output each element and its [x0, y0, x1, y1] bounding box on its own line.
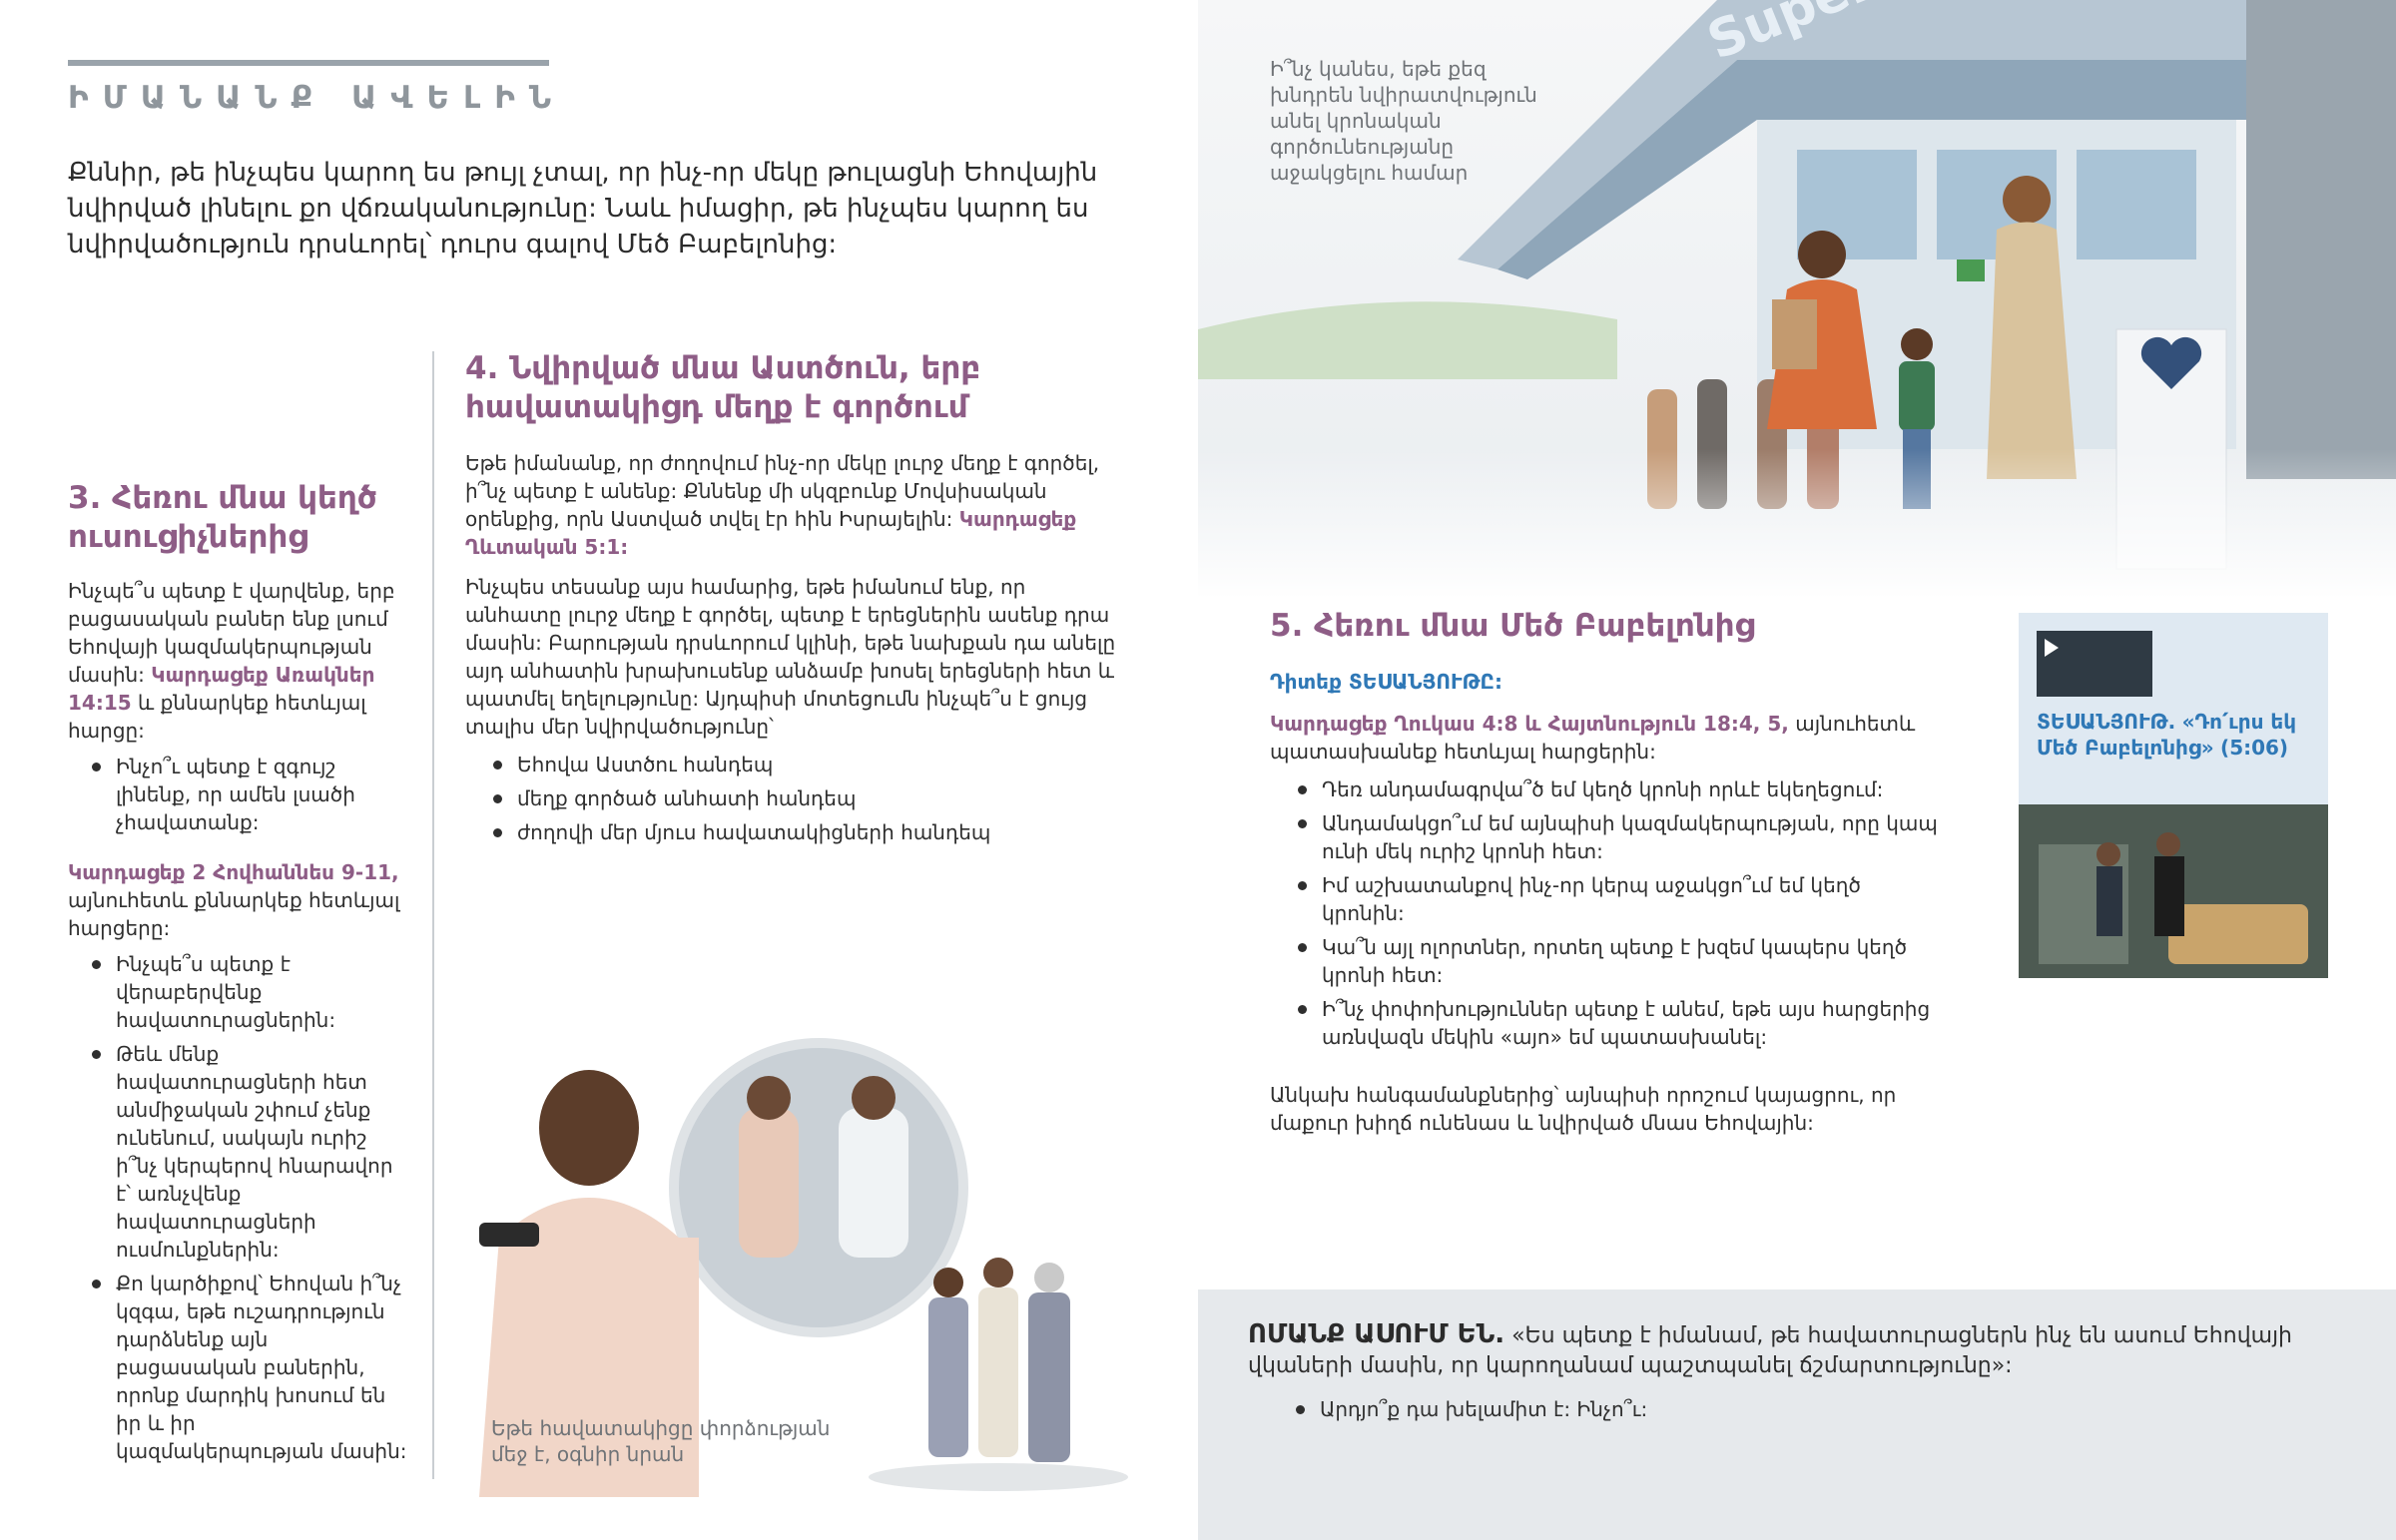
- column-divider: [432, 351, 434, 1479]
- section-5-body: Կարդացեք Ղուկաս 4:8 և Հայտնություն 18:4, 5, այնուհետև պատասխանեք հետևյալ հարցերին:: [1270, 712, 1916, 764]
- some-say-panel: [1198, 1289, 2396, 1540]
- section-4-para-1: Եթե իմանանք, որ ժողովում ինչ-որ մեկը լուրջ մեղք է գործել, ի՞նչ պետք է անենք: Քննենք մի սկզբունք Մովսիսական օրենքից, որն Աստված տվել էր հին Իսրայելին: Կարդացեք Ղևտական 5:1:: [465, 451, 1100, 559]
- list-item: Անդամակցո՞ւմ եմ այնպիսի կազմակերպության, որը կապ ունի մեկ ուրիշ կրոնի հետ:: [1298, 809, 1949, 865]
- video-title[interactable]: ՏԵՍԱՆՅՈՒԹ. «Դո՛ւրս եկ Մեծ Բաբելոնից» (5:06): [2037, 710, 2297, 760]
- section-4-title: 4. Նվիրված մնա Աստծուն, երբ հավատակիցդ մեղք է գործում: [465, 350, 981, 425]
- section-5: [1270, 607, 1949, 1137]
- section-3: [68, 479, 407, 1471]
- video-still: [2019, 804, 2328, 978]
- section-5-title: 5. Հեռու մնա Մեծ Բաբելոնից: [1270, 608, 1755, 644]
- some-say-text: ՈՄԱՆՔ ԱՍՈՒՄ ԵՆ. «Ես պետք է իմանամ, թե հավատուրացներն ինչ են ասում Եհովայի վկաների մասին, որ կարողանամ պաշտպանել ճշմարտությունը»:: [1248, 1319, 2292, 1378]
- watch-video-link[interactable]: Դիտեք ՏԵՍԱՆՅՈՒԹԸ:: [1270, 670, 1502, 694]
- list-item: Եհովա Աստծու հանդեպ: [493, 751, 1124, 778]
- scripture-reference[interactable]: Կարդացեք Ղուկաս 4:8 և Հայտնություն 18:4, 5,: [1270, 712, 1789, 736]
- scripture-reference[interactable]: Կարդացեք Ղևտական 5:1:: [465, 507, 1077, 559]
- video-thumbnail[interactable]: [2037, 631, 2152, 697]
- section-3-questions-1: [68, 753, 407, 836]
- list-item: Իմ աշխատանքով ինչ-որ կերպ աջակցո՞ւմ եմ կեղծ կրոնին:: [1298, 871, 1949, 927]
- intro-paragraph: Քննիր, թե ինչպես կարող ես թույլ չտալ, որ ինչ-որ մեկը թուլացնի Եհովային նվիրված լինելու քո վճռականությունը: Նաև իմացիր, թե ինչպես կարող ես նվիրվածություն դրսևորել՝ դուրս գալով Մեծ Բաբելոնից:: [68, 158, 1098, 259]
- header-rule: [68, 60, 549, 66]
- list-item: Քո կարծիքով՝ Եհովան ի՞նչ կզգա, եթե ուշադրություն դարձնենք այն բացասական բաներին, որոնք մարդիկ խոսում են իր և իր կազմակերպության մասին:: [92, 1270, 407, 1465]
- list-item: Ինչո՞ւ պետք է զգույշ լինենք, որ ամեն լսածի չհավատանք:: [92, 753, 407, 836]
- section-3-title: 3. Հեռու մնա կեղծ ուսուցիչներից: [68, 480, 377, 555]
- list-item: Ինչպե՞ս պետք է վերաբերվենք հավատուրացներին:: [92, 950, 407, 1034]
- some-say-question: [1296, 1389, 2194, 1429]
- scripture-reference[interactable]: Կարդացեք 2 Հովհաննես 9-11,: [68, 860, 399, 884]
- video-sidebar: [2019, 613, 2328, 978]
- section-4-para-2: Ինչպես տեսանք այս համարից, եթե իմանում ենք, որ անհատը լուրջ մեղք է գործել, պետք է երեցներին ասենք դրա մասին: Բարության դրսևորում կլինի, եթե նախքան դա անելը այդ անհատին խրախուսենք անձամբ խոսել երեցների հետ և պատմել եղելությունը: Այդպիսի մոտեցումն ինչպե՞ս է ցույց տալիս մեր նվիրվածությունը՝: [465, 575, 1116, 739]
- play-icon[interactable]: [2045, 639, 2059, 657]
- list-item: ժողովի մեր մյուս հավատակիցների հանդեպ: [493, 818, 1124, 846]
- some-say-label: ՈՄԱՆՔ ԱՍՈՒՄ ԵՆ.: [1248, 1319, 1505, 1349]
- list-item: Ի՞նչ փոփոխություններ պետք է անեմ, եթե այս հարցերից առնվազն մեկին «այո» եմ պատասխանել:: [1298, 995, 1949, 1051]
- scripture-reference[interactable]: Կարդացեք Առակներ 14:15: [68, 663, 375, 715]
- illustration-caption: Եթե հավատակիցը փորձության մեջ է, օգնիր նրան: [491, 1416, 831, 1466]
- video-still-image: [2019, 804, 2328, 978]
- list-item: Դեռ անդամագրվա՞ծ եմ կեղծ կրոնի որևէ եկեղեցում:: [1298, 775, 1949, 803]
- section-kicker: ԻՄԱՆԱՆՔ ԱՎԵԼԻՆ: [68, 80, 566, 116]
- section-4: [465, 349, 1124, 852]
- list-item: Թեև մենք հավատուրացների հետ անմիջական շփում չենք ունենում, սակայն ուրիշ ի՞նչ կերպերով հնարավոր է՝ առնչվենք հավատուրացների ուսմունքներին:: [92, 1040, 407, 1264]
- list-item: Կա՞ն այլ ոլորտներ, որտեղ պետք է խզեմ կապերս կեղծ կրոնի հետ:: [1298, 933, 1949, 989]
- section-4-list: [465, 751, 1124, 846]
- section-3-body-2: Կարդացեք 2 Հովհաննես 9-11, այնուհետև քննարկեք հետևյալ հարցերը:: [68, 860, 400, 940]
- section-5-questions: [1270, 775, 1949, 1051]
- list-item: Արդյո՞ք դա խելամիտ է: Ինչո՞ւ:: [1296, 1395, 2194, 1423]
- photo-caption: Ի՞նչ կանես, եթե քեզ խնդրեն նվիրատվություն անել կրոնական գործունեությանը աջակցելու համար: [1270, 57, 1537, 185]
- list-item: մեղք գործած անհատի հանդեպ: [493, 784, 1124, 812]
- section-3-body: Ինչպե՞ս պետք է վարվենք, երբ բացասական բաներ ենք լսում Եհովայի կազմակերպության մասին: Կարդացեք Առակներ 14:15 և քննարկեք հետևյալ հարցը:: [68, 579, 395, 743]
- section-3-questions-2: [68, 950, 407, 1465]
- section-5-closing: Անկախ հանգամանքներից՝ այնպիսի որոշում կայացրու, որ մաքուր խիղճ ունենաս և նվիրված մնաս Եհովային:: [1270, 1083, 1897, 1135]
